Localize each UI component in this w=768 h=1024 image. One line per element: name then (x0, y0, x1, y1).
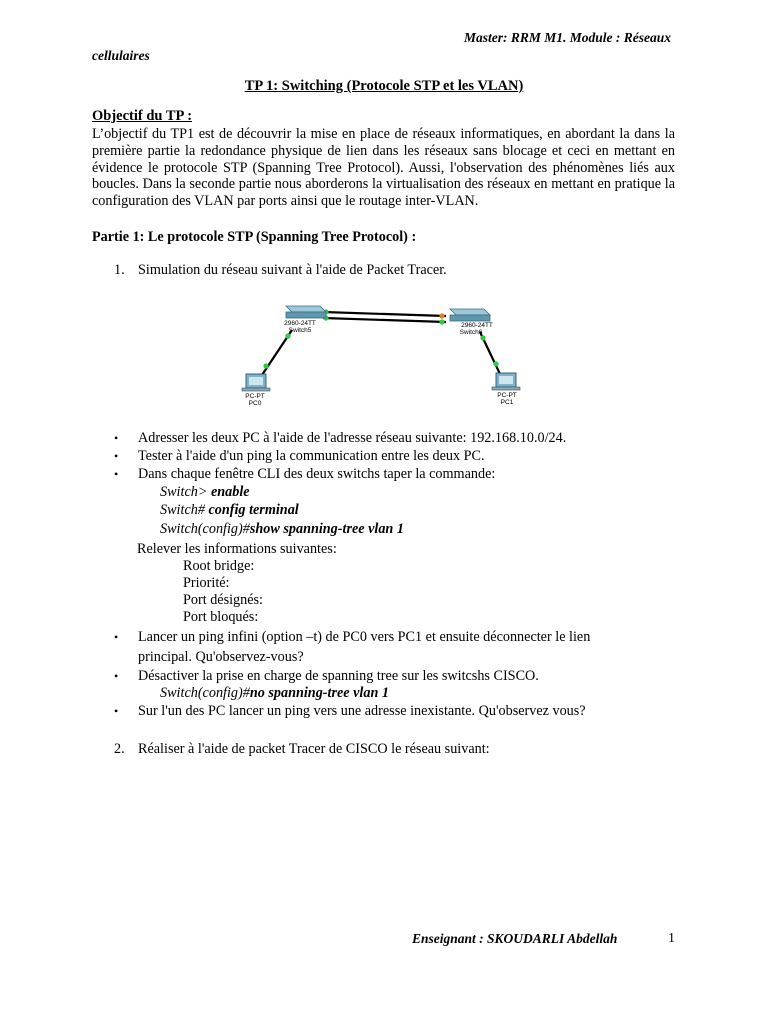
bullet-text: Adresser les deux PC à l'aide de l'adresse réseau suivante: 192.168.10.0/24. (138, 430, 567, 446)
command-no-spanning-tree (160, 685, 389, 702)
command-text: enable (210, 484, 250, 500)
switch-icon (286, 306, 326, 318)
header-master-module: Master: RRM M1. Module : Réseaux (463, 30, 671, 45)
info-designated-ports: Port désignés: (183, 592, 263, 608)
page-title: TP 1: Switching (Protocole STP et les VLAN) (244, 78, 524, 94)
pc1-type: PC-PT (497, 392, 517, 399)
link-light (285, 333, 290, 338)
objective-heading: Objectif du TP : (92, 108, 193, 124)
step-2-text: Réaliser à l'aide de packet Tracer de CISCO le réseau suivant: (138, 741, 490, 757)
bullet-glyph: • (114, 467, 119, 481)
part1-heading: Partie 1: Le protocole STP (Spanning Tree Protocol) : (92, 229, 417, 245)
step-1-number: 1. (114, 262, 125, 278)
switch6-name: Switch6 (459, 329, 483, 336)
bullet-glyph: • (114, 669, 119, 683)
link-light (493, 361, 498, 366)
bullet-text: Désactiver la prise en charge de spanning tree sur les switcshs CISCO. (138, 668, 539, 684)
footer-teacher: Enseignant : SKOUDARLI Abdellah (412, 931, 618, 946)
bullet-text: Tester à l'aide d'un ping la communication entre les deux PC. (138, 448, 485, 464)
link-switch5-switch6-top (323, 312, 446, 316)
pc-icon (242, 374, 270, 391)
bullet-item (114, 629, 590, 646)
info-blocked-ports: Port bloqués: (183, 609, 259, 625)
command-text: config terminal (208, 502, 299, 518)
bullet-text: Lancer un ping infini (option –t) de PC0 vers PC1 et ensuite déconnecter le lien (138, 629, 591, 645)
step-2-number: 2. (114, 741, 125, 757)
link-switch5-switch6-bottom (323, 318, 446, 322)
bullet-text-continuation: principal. Qu'observez-vous? (138, 649, 304, 665)
link-light (480, 335, 485, 340)
bullet-text: Sur l'un des PC lancer un ping vers une adresse inexistante. Qu'observez vous? (138, 703, 586, 719)
step-1 (114, 262, 447, 279)
pc1-name: PC1 (500, 399, 514, 406)
pc0-name: PC0 (248, 400, 262, 407)
switch6-model: 2960-24TT (461, 322, 493, 329)
pc-icon (492, 373, 520, 390)
command-prompt: Switch(config)# (160, 685, 250, 701)
command-config-terminal (160, 502, 299, 519)
command-prompt: Switch(config)# (160, 521, 250, 537)
command-prompt: Switch> (160, 484, 211, 500)
link-light (439, 313, 444, 318)
command-text: no spanning-tree vlan 1 (249, 685, 389, 701)
pc0-type: PC-PT (245, 393, 265, 400)
link-light (439, 319, 444, 324)
header-module-continuation: cellulaires (92, 48, 150, 63)
bullet-item (114, 466, 495, 483)
network-topology-diagram (228, 292, 528, 412)
bullet-item (114, 430, 566, 447)
command-enable (160, 484, 250, 501)
command-prompt: Switch# (160, 502, 209, 518)
switch-icon (450, 309, 490, 321)
info-root-bridge: Root bridge: (183, 558, 255, 574)
bullet-glyph: • (114, 431, 119, 445)
bullet-glyph: • (114, 704, 119, 718)
step-1-text: Simulation du réseau suivant à l'aide de Packet Tracer. (138, 262, 447, 278)
switch5-model: 2960-24TT (284, 320, 316, 327)
bullet-glyph: • (114, 630, 119, 644)
page-number: 1 (668, 931, 675, 946)
step-2 (114, 741, 490, 758)
relever-label: Relever les informations suivantes: (137, 541, 337, 557)
bullet-item (114, 703, 586, 720)
command-text: show spanning-tree vlan 1 (249, 521, 404, 537)
objective-paragraph: L’objectif du TP1 est de découvrir la mise en place de réseaux informatiques, en abordant la dans la première partie la redondance physique de lien dans les réseaux sans blocage et ceci en mettant en évidence le protocole STP (Spanning Tree Protocol). Aussi, l'observation des phénomènes liés aux boucles. Dans la seconde partie nous aborderons la virtualisation des réseaux en mettant en pratique la configuration des VLAN par ports ainsi que le routage inter-VLAN. (92, 126, 675, 210)
command-show-spanning-tree (160, 521, 404, 538)
link-light (263, 363, 268, 368)
bullet-text: Dans chaque fenêtre CLI des deux switchs taper la commande: (138, 466, 496, 482)
bullet-glyph: • (114, 449, 119, 463)
bullet-item (114, 668, 539, 685)
info-priority: Priorité: (183, 575, 230, 591)
switch5-name: Switch5 (288, 327, 312, 334)
bullet-item (114, 448, 485, 465)
